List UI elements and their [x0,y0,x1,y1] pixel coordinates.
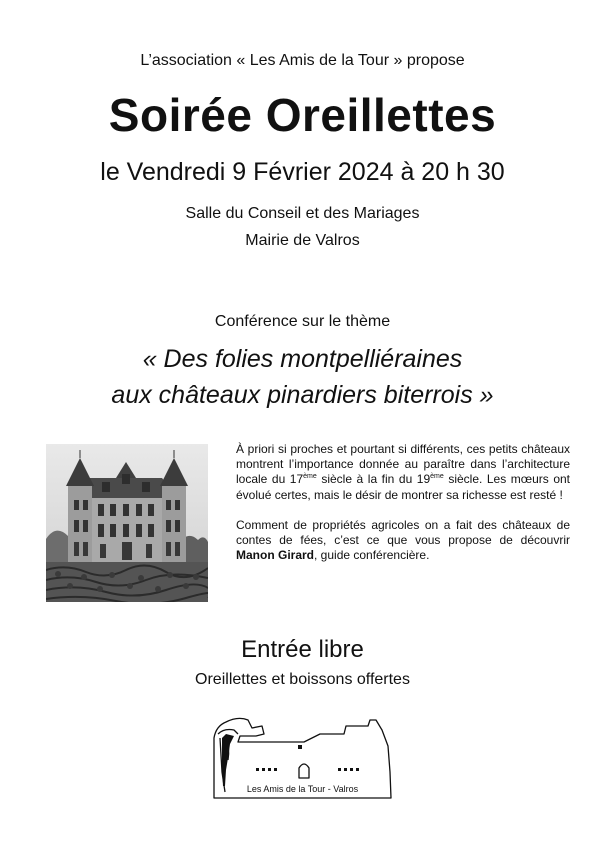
event-title: Soirée Oreillettes [108,89,497,141]
speaker-name: Manon Girard [236,548,315,563]
venue-town-hall: Mairie de Valros [245,232,360,249]
chateau-photo [46,444,208,602]
conference-intro: Conférence sur le thème [214,313,391,330]
description-paragraph-1: À priori si proches et pourtant si différents, ces petits châteaux montrent l’importance donnée au paraître dans l’architecture locale du 17ème siècle à la fin du 19ème siècle. Les mœurs ont évolué certes, mais le désir de montrer sa richesse est resté ! [236,442,570,502]
event-date: le Vendredi 9 Février 2024 à 20 h 30 [100,158,505,186]
conference-description [236,442,570,578]
logo-caption: Les Amis de la Tour - Valros [246,784,359,794]
conference-theme-line1: « Des folies montpelliéraines [142,345,463,373]
free-entry: Entrée libre [241,636,364,663]
description-paragraph-2: Comment de propriétés agricoles on a fait des châteaux de contes de fées, c’est ce que vous propose de découvrir Manon Girard, guide conférencière. [236,517,570,563]
association-line: L’association « Les Amis de la Tour » propose [140,52,465,69]
refreshments-offered: Oreillettes et boissons offertes [195,671,410,688]
venue-room: Salle du Conseil et des Mariages [185,205,420,222]
conference-theme-line2: aux châteaux pinardiers biterrois » [111,381,494,409]
